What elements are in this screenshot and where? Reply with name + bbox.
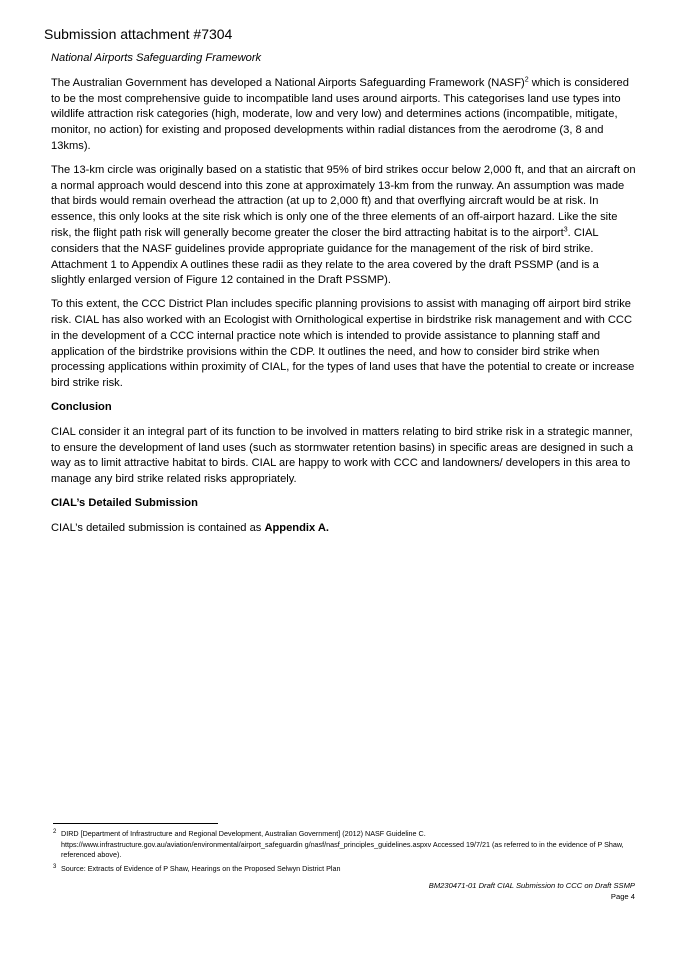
conclusion-text: CIAL consider it an integral part of its function to be involved in matters relating to bird strike risk in a strategic manner, to ensure the development of land uses (such as stormwater retention basins) in specific areas are designed in such a way as to limit attractive habitat to birds. CIAL are happy to work with CCC and landowners/ developers in this area to manage any bird strike related risks appropriately. [51, 425, 634, 486]
document-reference: BM230471-01 Draft CIAL Submission to CCC on Draft SSMP [428, 881, 635, 890]
paragraph-nasf [51, 76, 636, 155]
conclusion-heading: Conclusion [51, 400, 112, 413]
document-body [51, 51, 636, 545]
footnote-divider [53, 823, 218, 824]
detailed-submission-text-a: CIAL’s detailed submission is contained as [51, 521, 265, 534]
page-footer [429, 880, 635, 902]
page-number: Page 4 [610, 892, 635, 901]
footnote-3 [53, 864, 638, 875]
footnote-2 [53, 829, 638, 861]
footnotes [53, 829, 638, 874]
appendix-a-reference: Appendix A. [264, 521, 330, 534]
footnote-mark: 2 [53, 829, 57, 835]
footnote-text: DIRD [Department of Infrastructure and Regional Development, Australian Government] (2012) NASF Guideline C. https://www.infrastructure.gov.au/aviation/environmental/airport_safeguardin g/nasf/nasf_principles_guidelines.aspxv Accessed 19/7/21 (as referred to in the evidence of P Shaw, referenced above). [61, 829, 624, 860]
paragraph-13km-circle [51, 163, 636, 289]
paragraph-district-plan: To this extent, the CCC District Plan includes specific planning provisions to assist with managing off airport bird strike risk. CIAL has also worked with an Ecologist with Ornithological expertise in birdstrike risk management and with CCC in the development of a CCC internal practice note which is intended to provide assistance to planning staff and application of the birdstrike provisions within the CDP. It outlines the need, and how to consider bird strike when processing applications within proximity of CIAL, for the types of land uses that have the potential to create or increase bird strike risk. [51, 298, 635, 390]
submission-header: Submission attachment #7304 [44, 26, 233, 42]
section-title: National Airports Safeguarding Framework [51, 52, 262, 64]
footnote-text: Source: Extracts of Evidence of P Shaw, Hearings on the Proposed Selwyn District Plan [61, 863, 341, 873]
footnote-mark: 3 [53, 863, 57, 870]
footnote-ref-2[interactable]: 2 [524, 76, 529, 84]
footnote-ref-3[interactable]: 3 [563, 226, 568, 234]
paragraph-nasf-text-b: which is considered to be the most comprehensive guide to incompatible land uses around airports. This categorises land use types into wildlife attraction risk categories (high, moderate, low and very low) and determines actions (incompatible, mitigate, monitor, no action) for existing and proposed developments within radial distances from the aerodrome (3, 8 and 13kms). [51, 76, 629, 152]
paragraph-13km-text-b: . CIAL considers that the NASF guidelines provide appropriate guidance for the management of the risk of bird strike. Attachment 1 to Appendix A outlines these radii as they relate to the area covered by the draft PSSMP (and is a slightly enlarged version of Figure 12 contained in the Draft PSSMP). [51, 226, 599, 287]
paragraph-nasf-text-a: The Australian Government has developed a National Airports Safeguarding Framework (NASF) [51, 76, 525, 89]
detailed-submission-heading: CIAL’s Detailed Submission [51, 496, 198, 509]
paragraph-13km-text-a: The 13-km circle was originally based on a statistic that 95% of bird strikes occur below 2,000 ft, and that an aircraft on a normal approach would descend into this zone at approximately 13-km from the runway. An assumption was made that birds would remain overhead the attraction (at up to 2,000 ft) and that overflying aircraft would be at risk. In essence, this only looks at the site risk which is only one of the three elements of an off-airport hazard. Like the site risk, the flight path risk will generally become greater the closer the bird attracting habitat is to the airport [51, 163, 636, 239]
detailed-submission-text [51, 521, 636, 537]
